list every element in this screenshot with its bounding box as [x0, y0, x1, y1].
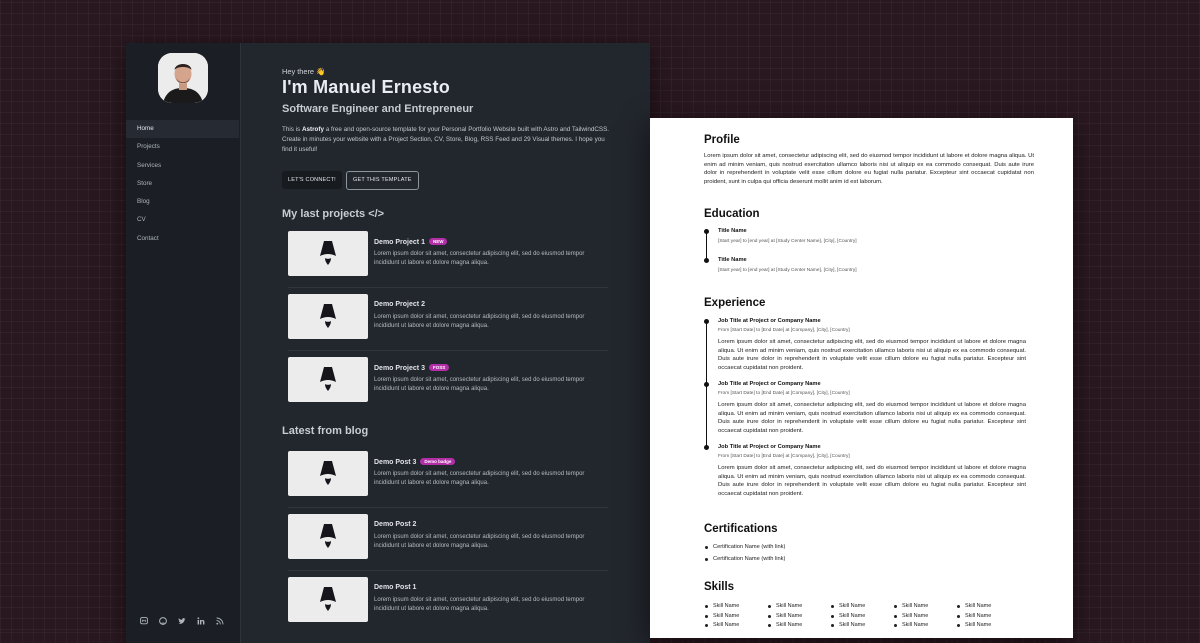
cv-skills-section	[704, 581, 1034, 628]
project-card[interactable]	[288, 294, 608, 351]
connect-button[interactable]: LET'S CONNECT!	[282, 171, 342, 189]
education-heading: Education	[704, 208, 760, 220]
job-meta: From [Start Date] to [End Date] at [Company], [City], [Country]	[718, 454, 850, 459]
skill-item: Skill Name	[704, 622, 739, 628]
job-description: Lorem ipsum dolor sit amet, consectetur adipiscing elit, sed do eiusmod tempor incididunt ut labore et dolore magna aliqua. Ut enim ad minim veniam, quis nostrud exercitation ullamco laboris nisi ut aliquip ex ea commodo consequat. Duis aute irure dolor in reprehenderit in voluptate velit esse cillum dolore eu fugiat nulla pariatur. Excepteur sint occaecat cupidatat non proident.	[718, 402, 1026, 434]
skill-item: Skill Name	[893, 613, 928, 619]
cv-education-section	[704, 208, 1034, 273]
greeting: Hey there 👋	[282, 67, 326, 76]
avatar	[158, 53, 208, 103]
sidebar-item-store[interactable]: Store	[137, 179, 153, 187]
project-title-text: Demo Project 3	[374, 365, 425, 372]
timeline-dot	[704, 382, 709, 387]
demo-badge: Demo badge	[420, 458, 455, 465]
project-title-text: Demo Project 1	[374, 239, 425, 246]
project-title[interactable]	[374, 238, 447, 246]
job-title: Job Title at Project or Company Name	[718, 381, 821, 387]
cv-experience-section	[704, 297, 1034, 497]
blog-thumbnail	[288, 451, 368, 496]
skill-item: Skill Name	[956, 603, 991, 609]
timeline-dot	[704, 445, 709, 450]
github-icon[interactable]	[159, 617, 167, 625]
project-title[interactable]: Demo Project 2	[374, 301, 425, 308]
project-thumbnail	[288, 357, 368, 402]
intro-post: a free and open-source template for your Personal Portfolio Website built with Astro and TailwindCSS. Create in minutes your website with a Project Section, CV, Store, Blog, RSS Feed and 29 Visual themes. I hope you find it useful!	[282, 126, 610, 153]
sidebar	[126, 43, 241, 643]
job-description: Lorem ipsum dolor sit amet, consectetur adipiscing elit, sed do eiusmod tempor incididunt ut labore et dolore magna aliqua. Ut enim ad minim veniam, quis nostrud exercitation ullamco laboris nisi ut aliquip ex ea commodo consequat. Duis aute irure dolor in reprehenderit in voluptate velit esse cillum dolore eu fugiat nulla pariatur. Excepteur sint occaecat cupidatat non proident.	[718, 465, 1026, 497]
certification-link[interactable]: Certification Name (with link)	[704, 553, 1034, 565]
intro-pre: This is	[282, 126, 302, 133]
blog-description: Lorem ipsum dolor sit amet, consectetur adipiscing elit, sed do eiusmod tempor incididunt ut labore et dolore magna aliqua.	[374, 471, 585, 487]
job-title: Job Title at Project or Company Name	[718, 444, 821, 450]
sidebar-item-cv[interactable]: CV	[137, 216, 146, 224]
get-template-button[interactable]: GET THIS TEMPLATE	[346, 171, 419, 190]
sidebar-nav	[126, 120, 239, 248]
skill-item: Skill Name	[893, 622, 928, 628]
education-meta: [Start year] to [end year] at [Study Center Name], [City], [Country]	[718, 239, 857, 244]
skill-item: Skill Name	[767, 603, 802, 609]
linkedin-icon[interactable]	[197, 617, 205, 625]
job-meta: From [Start Date] to [End Date] at [Company], [City], [Country]	[718, 391, 850, 396]
blog-title[interactable]: Demo Post 1	[374, 584, 417, 591]
portfolio-window	[126, 43, 650, 643]
certifications-list	[704, 541, 1034, 565]
skill-item: Skill Name	[893, 603, 928, 609]
mastodon-icon[interactable]	[140, 617, 148, 625]
blog-title[interactable]: Demo Post 2	[374, 521, 417, 528]
sidebar-item-projects[interactable]: Projects	[137, 143, 160, 151]
skill-item: Skill Name	[956, 613, 991, 619]
project-thumbnail	[288, 231, 368, 276]
project-description: Lorem ipsum dolor sit amet, consectetur adipiscing elit, sed do eiusmod tempor incididunt ut labore et dolore magna aliqua.	[374, 377, 585, 393]
blog-heading: Latest from blog	[282, 425, 369, 437]
skill-item: Skill Name	[830, 603, 865, 609]
blog-description: Lorem ipsum dolor sit amet, consectetur adipiscing elit, sed do eiusmod tempor incididunt ut labore et dolore magna aliqua.	[374, 534, 585, 550]
blog-description: Lorem ipsum dolor sit amet, consectetur adipiscing elit, sed do eiusmod tempor incididunt ut labore et dolore magna aliqua.	[374, 597, 585, 613]
education-title: Title Name	[718, 228, 747, 234]
timeline-dot	[704, 258, 709, 263]
profile-text: Lorem ipsum dolor sit amet, consectetur adipiscing elit, sed do eiusmod tempor incididunt ut labore et dolore magna aliqua. Ut enim ad minim veniam, quis nostrud exercitation ullamco laboris nisi ut aliquip ex ea commodo consequat. Duis aute irure dolor in reprehenderit in voluptate velit esse cillum dolore eu fugiat nulla pariatur. Excepteur sint occaecat cupidatat non proident, sunt in culpa qui officia deserunt mollit anim id est laborum.	[704, 153, 1034, 185]
skill-item: Skill Name	[704, 613, 739, 619]
certification-link[interactable]: Certification Name (with link)	[704, 541, 1034, 553]
skills-grid	[704, 603, 1034, 633]
page-title: I'm Manuel Ernesto	[282, 77, 450, 97]
blog-card[interactable]	[288, 577, 608, 633]
intro-text	[282, 125, 612, 155]
cv-document	[650, 118, 1073, 638]
blog-thumbnail	[288, 514, 368, 559]
education-timeline	[704, 228, 1034, 288]
skill-item: Skill Name	[956, 622, 991, 628]
skill-item: Skill Name	[767, 622, 802, 628]
experience-timeline	[704, 318, 1034, 518]
certifications-heading: Certifications	[704, 523, 778, 535]
sidebar-item-home[interactable]: Home	[126, 120, 239, 138]
project-title[interactable]	[374, 364, 449, 372]
cv-certifications-section	[704, 523, 1034, 565]
skill-item: Skill Name	[767, 613, 802, 619]
education-meta: [Start year] to [end year] at [Study Center Name], [City], [Country]	[718, 268, 857, 273]
subtitle: Software Engineer and Entrepreneur	[282, 103, 474, 115]
blog-card[interactable]	[288, 514, 608, 571]
blog-thumbnail	[288, 577, 368, 622]
skill-item: Skill Name	[704, 603, 739, 609]
cv-profile-section	[704, 134, 1034, 186]
profile-heading: Profile	[704, 134, 740, 146]
new-badge: NEW	[429, 238, 448, 245]
job-description: Lorem ipsum dolor sit amet, consectetur adipiscing elit, sed do eiusmod tempor incididunt ut labore et dolore magna aliqua. Ut enim ad minim veniam, quis nostrud exercitation ullamco laboris nisi ut aliquip ex ea commodo consequat. Duis aute irure dolor in reprehenderit in voluptate velit esse cillum dolore eu fugiat nulla pariatur. Excepteur sint occaecat cupidatat non proident.	[718, 339, 1026, 371]
project-description: Lorem ipsum dolor sit amet, consectetur adipiscing elit, sed do eiusmod tempor incididunt ut labore et dolore magna aliqua.	[374, 314, 585, 330]
intro-brand[interactable]: Astrofy	[301, 126, 324, 133]
project-card[interactable]	[288, 231, 608, 288]
social-links	[140, 617, 224, 625]
job-meta: From [Start Date] to [End Date] at [Company], [City], [Country]	[718, 328, 850, 333]
foss-badge: FOSS	[429, 364, 449, 371]
experience-heading: Experience	[704, 297, 766, 309]
skill-item: Skill Name	[830, 613, 865, 619]
project-card[interactable]	[288, 357, 608, 413]
skill-item: Skill Name	[830, 622, 865, 628]
skills-heading: Skills	[704, 581, 735, 593]
project-thumbnail	[288, 294, 368, 339]
education-title: Title Name	[718, 257, 747, 263]
twitter-icon[interactable]	[178, 617, 186, 625]
blog-title[interactable]	[374, 458, 455, 466]
timeline-dot	[704, 229, 709, 234]
sidebar-item-services[interactable]: Services	[137, 161, 162, 169]
project-description: Lorem ipsum dolor sit amet, consectetur adipiscing elit, sed do eiusmod tempor incididunt ut labore et dolore magna aliqua.	[374, 251, 585, 267]
blog-card[interactable]	[288, 451, 608, 508]
blog-title-text: Demo Post 3	[374, 459, 417, 466]
sidebar-item-blog[interactable]: Blog	[137, 198, 150, 206]
job-title: Job Title at Project or Company Name	[718, 318, 821, 324]
sidebar-item-contact[interactable]: Contact	[137, 234, 159, 242]
projects-heading: My last projects </>	[282, 208, 385, 220]
timeline-dot	[704, 319, 709, 324]
rss-icon[interactable]	[216, 617, 224, 625]
